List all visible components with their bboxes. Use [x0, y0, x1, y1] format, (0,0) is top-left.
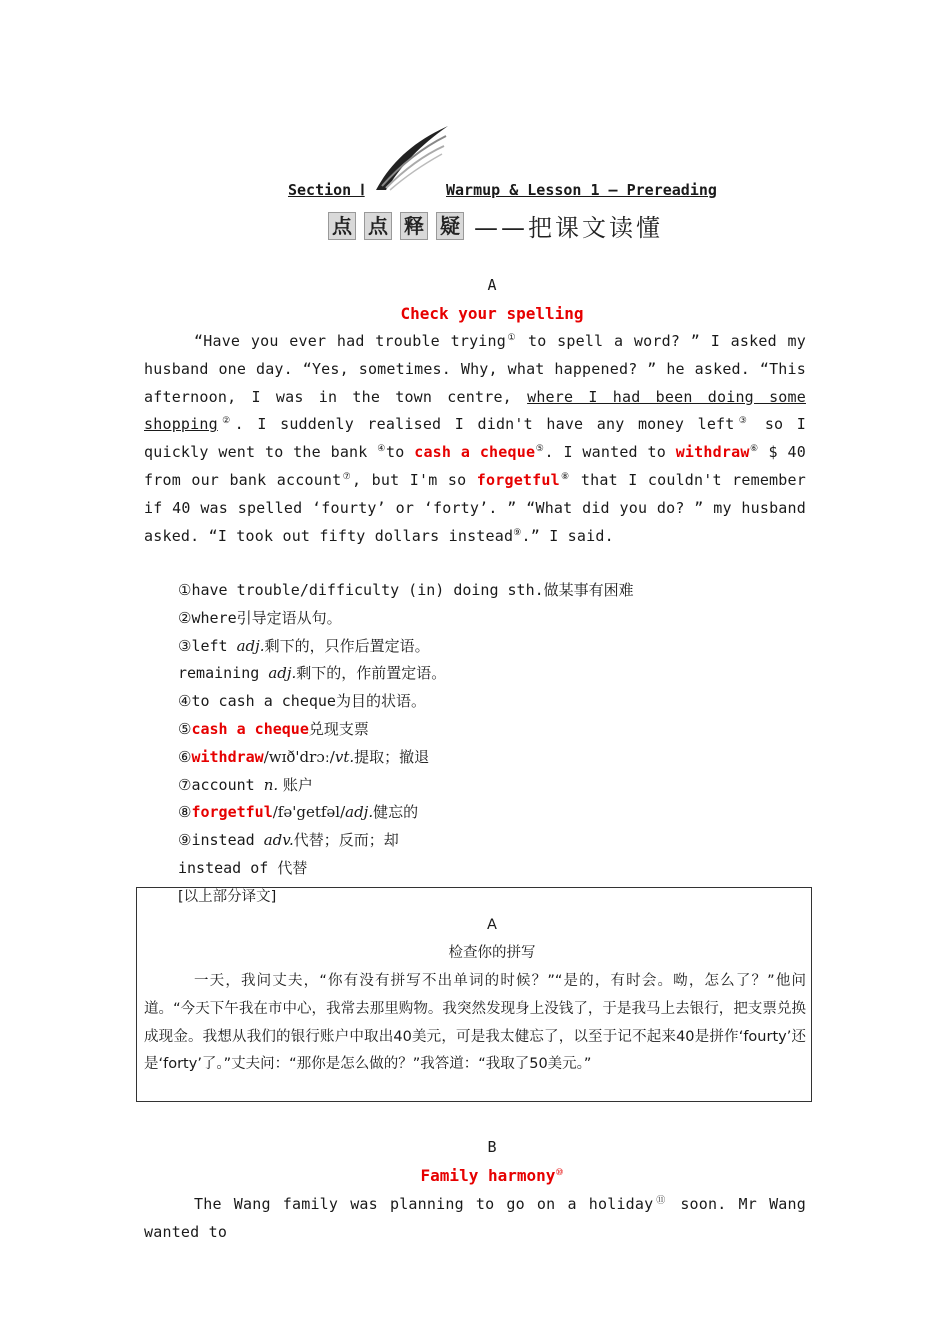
note-item: ③left adj.剩下的，只作后置定语。	[178, 636, 430, 655]
note-item: ⑤cash a cheque兑现支票	[178, 719, 369, 738]
translation-label: [以上部分译文]	[178, 889, 277, 905]
translation-letter: A	[487, 917, 497, 933]
note-item: ⑨instead adv.代替；反而；却	[178, 831, 399, 850]
section-label: Section Ⅰ	[288, 181, 365, 199]
passage-b-letter: B	[487, 1138, 497, 1156]
note-item: ①have trouble/difficulty (in) doing sth.做某事有困难	[178, 581, 634, 599]
note-item: ⑥withdraw/wɪð'drɔː/vt.提取；撤退	[178, 747, 430, 766]
title-box-char: 疑	[436, 212, 464, 240]
passage-b-body: The Wang family was planning to go on a holiday⑪ soon. Mr Wang wanted to	[144, 1195, 806, 1241]
note-item: ⑧forgetful/fə'getfəl/adj.健忘的	[178, 803, 419, 822]
keyword-forgetful: forgetful	[476, 470, 560, 489]
title-box-char: 释	[400, 212, 428, 240]
passage-a-title: Check your spelling	[400, 304, 584, 323]
section-topic: Warmup & Lesson 1 — Prereading	[446, 181, 717, 199]
title-subtitle: ——把课文读懂	[474, 214, 663, 242]
note-item: ⑦account n. 账户	[178, 775, 313, 794]
passage-a-body: “Have you ever had trouble trying① to spell a word? ” I asked my husband one day. “Yes, sometimes. Why, what happened? ” he asked. “This afternoon, I was in the town centre, where I had been doing some shopping②. I suddenly realised I didn't have any money left③ so I quickly went to the bank ④to cash a cheque⑤. I wanted to withdraw⑥ $ 40 from our bank account⑦, but I'm so forgetful⑧ that I couldn't remember if 40 was spelled ‘fourty’ or ‘forty’. ” “What did you do? ” my husband asked. “I took out fifty dollars instead⑨.” I said.	[144, 332, 806, 545]
translation-title: 检查你的拼写	[448, 945, 536, 961]
passage-a-letter: A	[487, 276, 497, 294]
note-item: instead of 代替	[178, 858, 308, 877]
title-box-char: 点	[364, 212, 392, 240]
keyword-withdraw: withdraw	[675, 443, 750, 462]
swoosh-logo-icon	[372, 124, 452, 194]
passage-b-title: Family harmony	[420, 1166, 556, 1185]
vocabulary-notes	[178, 577, 634, 883]
note-item: ④to cash a cheque为目的状语。	[178, 692, 426, 711]
title-box-char: 点	[328, 212, 356, 240]
keyword-cash-a-cheque: cash a cheque	[414, 443, 536, 462]
page-title	[328, 208, 663, 243]
note-item: ②where引导定语从句。	[178, 608, 342, 627]
note-item: remaining adj.剩下的，作前置定语。	[178, 664, 447, 683]
passage-b-title-wrap: Family harmony⑩	[420, 1166, 564, 1185]
translation-body: 一天，我问丈夫，“你有没有拼写不出单词的时候？”“是的，有时会。呦，怎么了？”他问道。“今天下午我在市中心，我常去那里购物。我突然发现身上没钱了，于是我马上去银行，把支票兑换成现金。我想从我们的银行账户中取出40美元，可是我太健忘了，以至于记不起来40是拼作‘fourty’还是‘forty’了。”丈夫问：“那你是怎么做的？”我答道：“我取了50美元。”	[144, 973, 806, 1073]
